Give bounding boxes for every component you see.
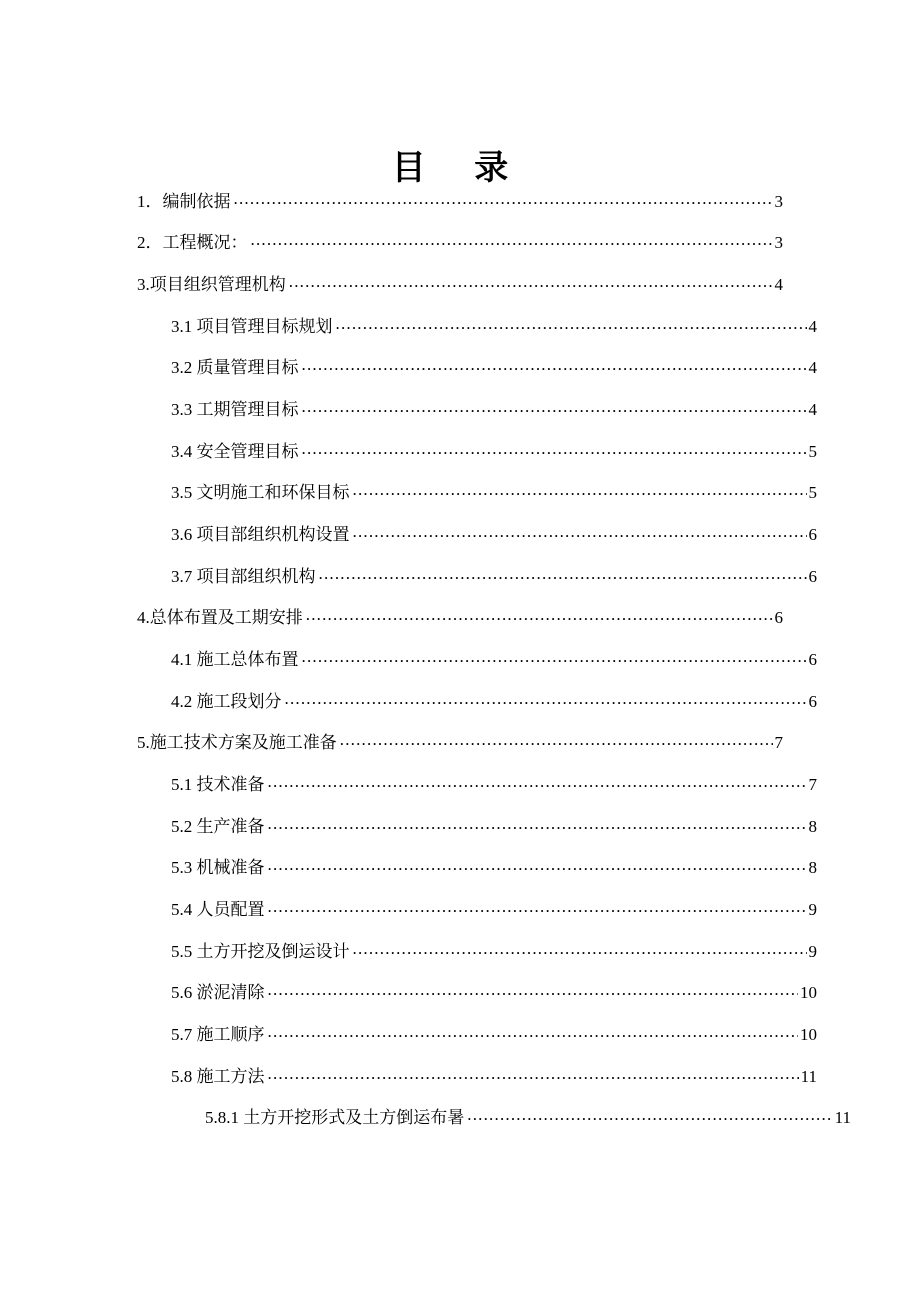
toc-entry-page-number: 7 [774,733,783,752]
toc-entry-label: 5.施工技术方案及施工准备 [137,733,337,752]
toc-entry-label: 5.2 生产准备 [171,817,265,836]
toc-entry[interactable] [171,400,817,418]
toc-entry[interactable] [171,817,817,835]
toc-leader-dots [302,400,807,415]
toc-entry[interactable] [171,692,817,710]
toc-entry-label: 5.5 土方开挖及倒运设计 [171,942,350,961]
toc-entry-page-number: 9 [808,900,817,919]
toc-leader-dots [268,775,807,790]
toc-entry-label: 3.项目组织管理机构 [137,275,286,294]
toc-leader-dots [467,1108,832,1123]
toc-entry-label: 3.7 项目部组织机构 [171,567,316,586]
toc-leader-dots [251,233,773,248]
toc-entry-label: 3.6 项目部组织机构设置 [171,525,350,544]
toc-leader-dots [336,317,807,332]
toc-leader-dots [289,275,773,290]
toc-entry-page-number: 7 [808,775,817,794]
toc-entry-page-number: 3 [774,192,783,211]
toc-leader-dots [319,567,807,582]
toc-leader-dots [353,483,807,498]
toc-leader-dots [268,858,807,873]
toc-entry[interactable] [137,733,783,751]
toc-leader-dots [268,900,807,915]
toc-entry[interactable] [171,483,817,501]
toc-entry-label: 3.2 质量管理目标 [171,358,299,377]
toc-entry-label: 5.8 施工方法 [171,1067,265,1086]
toc-entry[interactable] [171,358,817,376]
toc-entry[interactable] [171,983,817,1001]
toc-entry-page-number: 6 [808,567,817,586]
toc-leader-dots [302,358,807,373]
toc-entry-page-number: 6 [808,692,817,711]
toc-entry-page-number: 10 [800,1025,817,1044]
toc-leader-dots [285,692,807,707]
toc-entry-label: 5.4 人员配置 [171,900,265,919]
toc-entry-page-number: 4 [808,317,817,336]
toc-entry-page-number: 3 [774,233,783,252]
toc-entry[interactable] [171,442,817,460]
toc-leader-dots [234,192,773,207]
toc-entry-label: 4.2 施工段划分 [171,692,282,711]
toc-entry-label: 3.1 项目管理目标规划 [171,317,333,336]
toc-entry-page-number: 4 [774,275,783,294]
page-title: 目 录 [391,150,529,187]
toc-entry[interactable] [137,275,783,293]
toc-entry-page-number: 10 [800,983,817,1002]
toc-entry-page-number: 8 [808,858,817,877]
toc-entry-label: 5.8.1 土方开挖形式及土方倒运布暑 [205,1108,465,1127]
toc-entry-label: 2．工程概况： [137,233,248,252]
toc-entry-label: 1．编制依据 [137,192,231,211]
toc-entry-page-number: 5 [808,483,817,502]
toc-leader-dots [353,942,807,957]
toc-leader-dots [268,817,807,832]
toc-entry[interactable] [171,1025,817,1043]
toc-entry[interactable] [171,942,817,960]
toc-entry[interactable] [171,567,817,585]
toc-entry-label: 5.6 淤泥清除 [171,983,265,1002]
toc-leader-dots [340,733,773,748]
toc-leader-dots [268,1067,799,1082]
toc-entry-label: 3.5 文明施工和环保目标 [171,483,350,502]
toc-entry-page-number: 8 [808,817,817,836]
toc-entry[interactable] [171,775,817,793]
toc-entry-label: 4.1 施工总体布置 [171,650,299,669]
toc-entry-label: 5.3 机械准备 [171,858,265,877]
toc-entry[interactable] [137,192,783,210]
table-of-contents [137,192,851,1127]
toc-leader-dots [302,442,807,457]
toc-entry-page-number: 6 [808,525,817,544]
toc-leader-dots [306,608,773,623]
toc-entry-page-number: 6 [808,650,817,669]
toc-entry[interactable] [171,1067,817,1085]
toc-leader-dots [268,983,799,998]
toc-leader-dots [302,650,807,665]
toc-entry[interactable] [171,317,817,335]
toc-entry-page-number: 11 [800,1067,817,1086]
toc-entry-label: 3.4 安全管理目标 [171,442,299,461]
toc-entry-label: 3.3 工期管理目标 [171,400,299,419]
toc-leader-dots [268,1025,799,1040]
toc-entry[interactable] [171,858,817,876]
toc-entry-page-number: 4 [808,400,817,419]
toc-entry-page-number: 4 [808,358,817,377]
toc-entry[interactable] [171,650,817,668]
toc-entry-label: 5.1 技术准备 [171,775,265,794]
toc-entry[interactable] [171,900,817,918]
toc-entry-page-number: 11 [834,1108,851,1127]
toc-entry[interactable] [205,1108,851,1126]
toc-entry[interactable] [171,525,817,543]
toc-entry-page-number: 6 [774,608,783,627]
toc-entry-page-number: 5 [808,442,817,461]
toc-entry-label: 5.7 施工顺序 [171,1025,265,1044]
toc-entry-page-number: 9 [808,942,817,961]
toc-entry-label: 4.总体布置及工期安排 [137,608,303,627]
toc-entry[interactable] [137,233,783,251]
toc-leader-dots [353,525,807,540]
toc-entry[interactable] [137,608,783,626]
